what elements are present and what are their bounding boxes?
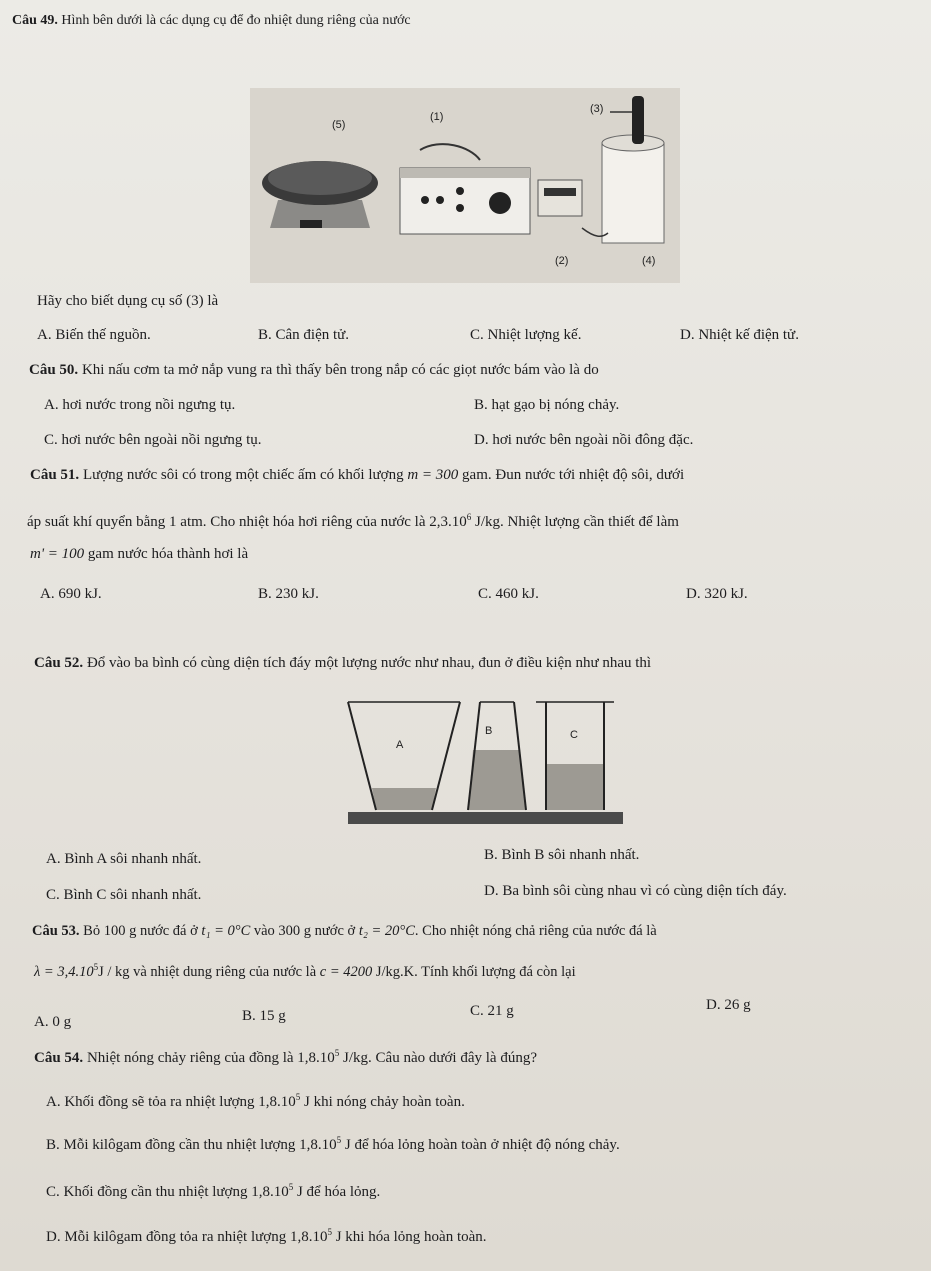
fig-label-1: (1)	[430, 111, 444, 123]
q51-text-1: Lượng nước sôi có trong một chiếc ấm có khối lượng	[82, 467, 404, 483]
q54-stem	[34, 1044, 537, 1067]
q53-line-2	[34, 958, 576, 981]
q53-option-b[interactable]: B. 15 g	[242, 1008, 286, 1024]
q54-b-exp: 5	[336, 1135, 342, 1145]
q51-text-3: áp suất khí quyển bằng 1 atm. Cho nhiệt hóa hơi riêng của nước là	[27, 514, 426, 530]
container-c	[536, 702, 614, 810]
q53-lambda-unit: J / kg	[98, 963, 130, 980]
q53-text-1: Bỏ 100 g nước đá ở	[83, 923, 198, 939]
q51-number: Câu 51.	[30, 467, 80, 483]
q53-c: c = 4200	[319, 963, 373, 980]
q52-containers-figure	[340, 690, 630, 835]
q51-text-2: gam. Đun nước tới nhiệt độ sôi, dưới	[462, 467, 685, 483]
container-a-label: A	[396, 739, 404, 751]
q51-latent-heat: 2,3.10	[429, 514, 467, 530]
q53-text-4: và nhiệt dung riêng của nước là	[133, 963, 317, 980]
q52-text: Đổ vào ba bình có cùng diện tích đáy một lượng nước như nhau, đun ở điều kiện như nhau thì	[86, 655, 652, 671]
q54-a-text-2: J khi nóng chảy hoàn toàn.	[304, 1094, 465, 1110]
calorimeter	[602, 135, 664, 243]
container-c-label: C	[570, 729, 578, 741]
q53-t1: t₁ = 0°C	[201, 923, 251, 939]
q51-mass-2: m' = 100	[30, 546, 85, 562]
q51-text-5: gam nước hóa thành hơi là	[87, 546, 249, 562]
q54-a-exp: 5	[295, 1092, 301, 1102]
q54-exp: 5	[334, 1048, 340, 1058]
container-b-label: B	[485, 725, 493, 737]
q51-line-1	[30, 466, 684, 484]
heating-plate	[348, 812, 623, 824]
q49-option-c[interactable]: C. Nhiệt lượng kế.	[470, 327, 582, 343]
q51-line-2	[27, 508, 679, 531]
q54-text-2: J/kg. Câu nào dưới đây là đúng?	[343, 1050, 537, 1066]
q54-option-b[interactable]	[46, 1131, 620, 1154]
q54-c-text: C. Khối đồng cần thu nhiệt lượng	[46, 1184, 248, 1200]
q54-d-value: 1,8.10	[289, 1229, 328, 1245]
q54-d-text-2: J khi hóa lỏng hoàn toàn.	[335, 1229, 487, 1245]
q53-option-c[interactable]: C. 21 g	[470, 1003, 514, 1019]
q54-b-value: 1,8.10	[299, 1137, 337, 1153]
q52-number: Câu 52.	[34, 655, 84, 671]
q51-option-a[interactable]: A. 690 kJ.	[40, 586, 102, 602]
q49-option-d[interactable]: D. Nhiệt kế điện tử.	[680, 327, 799, 343]
fig-label-2: (2)	[555, 255, 569, 267]
q53-text-2: vào 300 g nước ở	[253, 923, 356, 939]
q54-option-c[interactable]	[46, 1178, 380, 1201]
q54-a-value: 1,8.10	[258, 1094, 296, 1110]
q51-mass: m = 300	[407, 467, 459, 483]
q53-line-1	[32, 922, 657, 940]
q53-t2: t₂ = 20°C	[358, 923, 415, 939]
q50-option-d[interactable]: D. hơi nước bên ngoài nồi đông đặc.	[474, 432, 694, 448]
q51-line-3	[30, 545, 248, 563]
electronic-balance	[262, 161, 378, 228]
q53-option-a[interactable]: A. 0 g	[34, 1014, 72, 1030]
q50-option-b[interactable]: B. hạt gạo bị nóng chảy.	[474, 397, 620, 413]
q53-option-d[interactable]: D. 26 g	[706, 997, 751, 1013]
q49-option-b[interactable]: B. Cân điện tử.	[258, 327, 350, 343]
q52-stem	[34, 654, 651, 672]
q51-text-4: J/kg. Nhiệt lượng cần thiết để làm	[474, 514, 679, 530]
q49-apparatus-figure	[250, 88, 680, 283]
q49-stem	[12, 12, 411, 30]
q52-option-a[interactable]: A. Bình A sôi nhanh nhất.	[46, 851, 202, 867]
q52-option-d[interactable]: D. Ba bình sôi cùng nhau vì có cùng diện tích đáy.	[484, 883, 787, 899]
q51-option-b[interactable]: B. 230 kJ.	[258, 586, 319, 602]
q54-option-d[interactable]	[46, 1223, 487, 1246]
q52-option-c[interactable]: C. Bình C sôi nhanh nhất.	[46, 887, 202, 903]
q49-number: Câu 49.	[12, 13, 58, 28]
q51-option-d[interactable]: D. 320 kJ.	[686, 586, 748, 602]
q54-option-a[interactable]	[46, 1088, 465, 1111]
q54-d-exp: 5	[327, 1227, 332, 1237]
q50-option-a[interactable]: A. hơi nước trong nồi ngưng tụ.	[44, 397, 236, 413]
q54-c-exp: 5	[288, 1182, 294, 1192]
q51-latent-exp: 6	[466, 512, 472, 522]
q52-option-b[interactable]: B. Bình B sôi nhanh nhất.	[484, 847, 640, 863]
q53-lambda-exp: 5	[93, 962, 99, 972]
q54-text-1: Nhiệt nóng chảy riêng của đồng là	[86, 1050, 294, 1066]
fig-label-5: (5)	[332, 119, 346, 131]
q50-number: Câu 50.	[29, 362, 79, 378]
container-b	[468, 702, 526, 810]
q53-text-3: . Cho nhiệt nóng chả riêng của nước đá là	[414, 923, 657, 939]
q50-option-c[interactable]: C. hơi nước bên ngoài nồi ngưng tụ.	[44, 432, 262, 448]
q53-number: Câu 53.	[32, 923, 80, 939]
q51-option-c[interactable]: C. 460 kJ.	[478, 586, 539, 602]
q50-text: Khi nấu cơm ta mở nắp vung ra thì thấy bên trong nắp có các giọt nước bám vào là do	[81, 362, 599, 378]
q49-option-a[interactable]: A. Biến thế nguồn.	[37, 327, 151, 343]
q54-number: Câu 54.	[34, 1050, 84, 1066]
q54-d-text: D. Mỗi kilôgam đồng tỏa ra nhiệt lượng	[46, 1229, 287, 1245]
q54-b-text-2: J để hóa lỏng hoàn toàn ở nhiệt độ nóng chảy.	[344, 1137, 620, 1153]
q54-c-text-2: J để hóa lỏng.	[296, 1184, 381, 1200]
q54-value: 1,8.10	[297, 1050, 335, 1066]
q50-stem	[29, 361, 599, 379]
q54-a-text: A. Khối đồng sẽ tỏa ra nhiệt lượng	[46, 1094, 255, 1110]
q53-text-5: J/kg.K. Tính khối lượng đá còn lại	[375, 963, 576, 980]
fig-label-3: (3)	[590, 103, 604, 115]
q53-lambda: λ = 3,4.10	[34, 963, 94, 980]
q49-text: Hình bên dưới là các dụng cụ để đo nhiệt dung riêng của nước	[61, 13, 411, 28]
q49-ask: Hãy cho biết dụng cụ số (3) là	[37, 293, 219, 309]
q54-b-text: B. Mỗi kilôgam đồng cần thu nhiệt lượng	[46, 1137, 296, 1153]
q54-c-value: 1,8.10	[251, 1184, 289, 1200]
container-a	[348, 702, 460, 810]
fig-label-4: (4)	[642, 255, 656, 267]
